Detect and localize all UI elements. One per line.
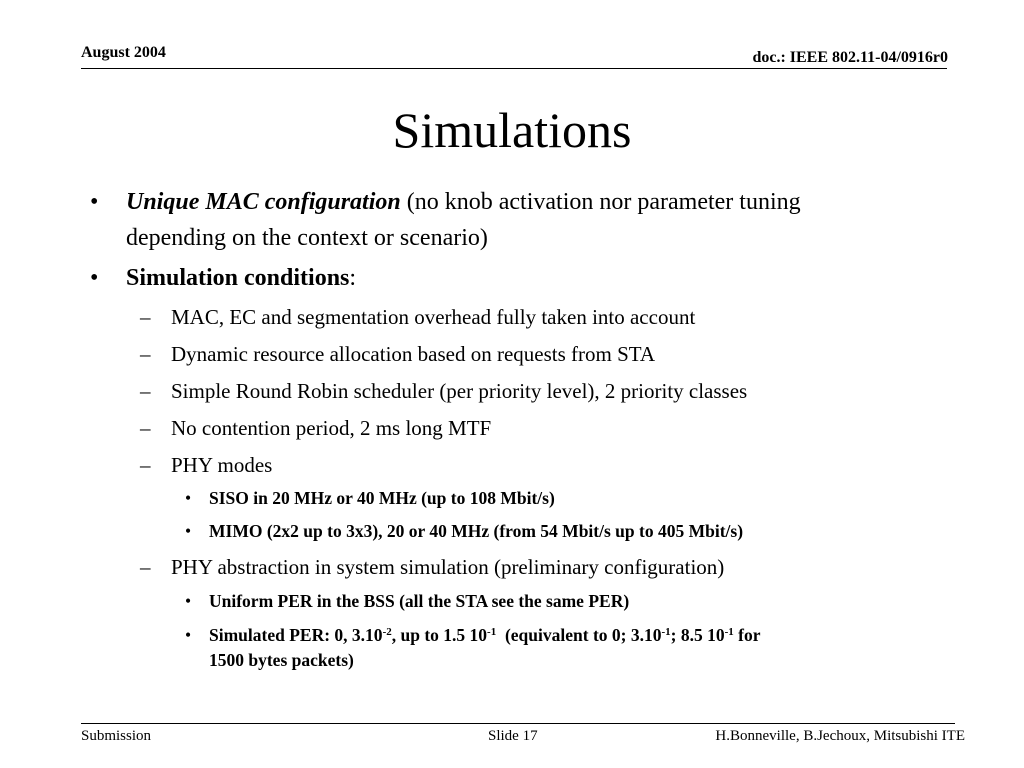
phy-mode-siso <box>185 486 949 511</box>
per-text-line2: 1500 bytes packets) <box>209 650 354 670</box>
small-bullet-marker: • <box>185 521 192 541</box>
sub-bullet-contention <box>140 415 951 441</box>
sub-bullet-phy-modes <box>140 452 951 478</box>
sub-bullet-scheduler <box>140 378 951 404</box>
bullet-marker: • <box>90 265 99 291</box>
per-exponent-3: -1 <box>661 626 671 638</box>
dash-marker: – <box>140 342 151 366</box>
bullet-emphasis: Unique MAC configuration <box>126 189 401 215</box>
bullet-text-continued: depending on the context or scenario) <box>126 225 488 251</box>
header-divider <box>81 68 947 69</box>
sub-bullet-text: Dynamic resource allocation based on requests from STA <box>171 342 656 366</box>
dash-marker: – <box>140 416 151 440</box>
per-text-4: ; 8.5 10 <box>670 625 725 645</box>
per-exponent-2: -1 <box>487 626 497 638</box>
dash-marker: – <box>140 305 151 329</box>
bullet-marker: • <box>90 189 99 215</box>
slide-title: Simulations <box>392 102 632 158</box>
bullet-colon: : <box>349 265 357 291</box>
per-text-1: Simulated PER: 0, 3.10 <box>209 625 383 645</box>
per-text-2: , up to 1.5 10 <box>391 625 488 645</box>
sub-bullet-text: No contention period, 2 ms long MTF <box>171 416 492 440</box>
small-bullet-marker: • <box>185 488 192 508</box>
small-bullet-marker: • <box>185 625 192 645</box>
dash-marker: – <box>140 453 151 477</box>
bullet-emphasis: Simulation conditions <box>126 265 350 291</box>
bullet-unique-mac <box>90 184 946 256</box>
sub-bullet-text: Simple Round Robin scheduler (per priority level), 2 priority classes <box>171 379 748 403</box>
phy-abstraction-uniform-per <box>185 589 949 614</box>
footer-submission: Submission <box>81 728 152 744</box>
footer-authors: H.Bonneville, B.Jechoux, Mitsubishi ITE <box>715 728 965 744</box>
dash-marker: – <box>140 555 151 579</box>
per-text-5: for <box>733 625 761 645</box>
phy-mode-mimo <box>185 519 949 544</box>
sub-bullet-mac-overhead <box>140 304 951 330</box>
footer-slide-number: Slide 17 <box>488 728 538 744</box>
header-doc-id: doc.: IEEE 802.11-04/0916r0 <box>752 49 948 66</box>
per-text-3: (equivalent to 0; 3.10 <box>496 625 662 645</box>
sub-bullet-text: MAC, EC and segmentation overhead fully taken into account <box>171 305 696 329</box>
per-exponent-4: -1 <box>724 626 734 638</box>
abstraction-text: Uniform PER in the BSS (all the STA see the same PER) <box>209 591 630 611</box>
per-exponent-1: -2 <box>382 626 392 638</box>
header-date: August 2004 <box>81 44 166 61</box>
small-bullet-marker: • <box>185 591 192 611</box>
sub-bullet-phy-abstraction <box>140 554 951 580</box>
phy-mode-text: SISO in 20 MHz or 40 MHz (up to 108 Mbit/s) <box>209 488 555 508</box>
dash-marker: – <box>140 379 151 403</box>
bullet-simulation-conditions <box>90 260 946 296</box>
sub-bullet-text: PHY abstraction in system simulation (preliminary configuration) <box>171 555 725 579</box>
sub-bullet-text: PHY modes <box>171 453 273 477</box>
phy-abstraction-simulated-per <box>185 623 949 673</box>
sub-bullet-resource-allocation <box>140 341 951 367</box>
bullet-text: (no knob activation nor parameter tuning <box>400 189 801 215</box>
phy-mode-text: MIMO (2x2 up to 3x3), 20 or 40 MHz (from 54 Mbit/s up to 405 Mbit/s) <box>209 521 744 541</box>
footer-divider <box>81 723 955 724</box>
